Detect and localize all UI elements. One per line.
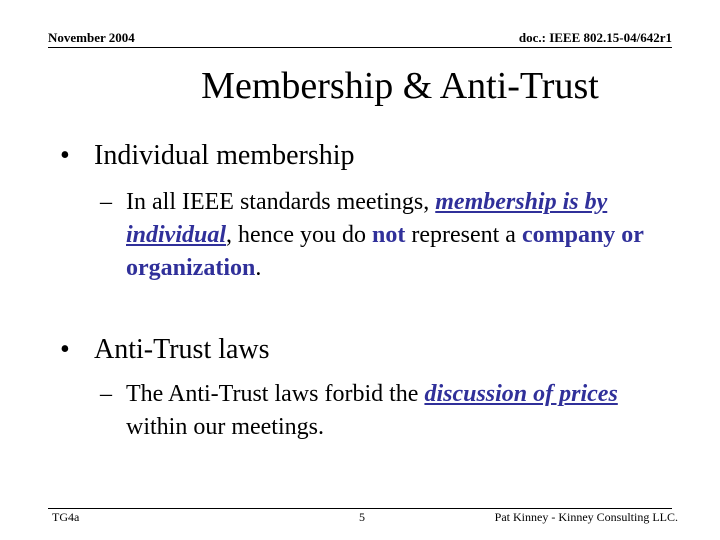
dash-icon: –	[100, 381, 112, 407]
sub-bullet-anti-trust	[100, 378, 675, 444]
sub-bullet-membership	[100, 186, 675, 285]
bullet-individual-membership	[60, 140, 355, 172]
text-run: within our meetings.	[126, 414, 324, 440]
text-run: The Anti-Trust laws forbid the	[126, 381, 425, 407]
dash-icon: –	[100, 189, 112, 215]
page-number: 5	[359, 510, 365, 524]
bullet-icon: •	[60, 334, 70, 365]
text-run: .	[255, 255, 262, 281]
bullet-anti-trust-laws	[60, 334, 270, 366]
text-run: In all IEEE standards meetings,	[126, 189, 436, 215]
sub-bullet-text	[100, 186, 675, 285]
footer-group: TG4a	[52, 510, 80, 524]
footer-author: Pat Kinney - Kinney Consulting LLC.	[494, 510, 678, 524]
emphasis-company-or-organization: company or organization	[126, 222, 644, 281]
emphasis-not: not	[372, 222, 406, 248]
text-run: represent a	[405, 222, 522, 248]
bullet-text: Individual membership	[94, 140, 355, 171]
emphasis-discussion-of-prices: discussion of prices	[424, 381, 618, 407]
bullet-text: Anti-Trust laws	[94, 334, 270, 365]
text-run: , hence you do	[226, 222, 372, 248]
sub-bullet-text	[100, 378, 675, 444]
header-doc-id: doc.: IEEE 802.15-04/642r1	[518, 30, 672, 45]
header-date: November 2004	[48, 30, 135, 45]
footer-divider	[48, 508, 672, 509]
emphasis-membership-by-individual: membership is by individual	[126, 189, 608, 248]
bullet-icon: •	[60, 140, 70, 171]
header-divider	[48, 47, 672, 48]
slide-title: Membership & Anti-Trust	[201, 65, 599, 107]
